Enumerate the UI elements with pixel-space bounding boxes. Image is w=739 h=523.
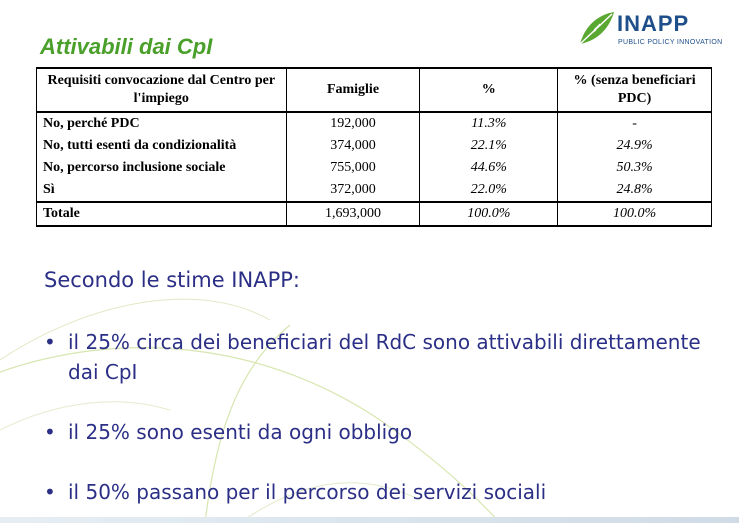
column-header: % (senza beneficiari PDC) bbox=[558, 68, 712, 112]
bullet-text: il 25% sono esenti da ogni obbligo bbox=[68, 420, 413, 444]
column-header: % bbox=[420, 68, 558, 112]
table-cell: 22.1% bbox=[420, 135, 558, 157]
table-total-row bbox=[37, 202, 712, 226]
table-cell: 100.0% bbox=[558, 202, 712, 226]
table-row bbox=[37, 157, 712, 179]
table-cell: 100.0% bbox=[420, 202, 558, 226]
page-title: Attivabili dai CpI bbox=[40, 34, 213, 59]
logo-text: INAPP bbox=[617, 11, 690, 36]
bullet-text: il 25% circa dei beneficiari del RdC sono attivabili direttamente dai CpI bbox=[68, 330, 701, 384]
table-row bbox=[37, 179, 712, 202]
bullet-icon: • bbox=[44, 330, 56, 354]
list-item bbox=[44, 417, 704, 447]
column-header: Requisiti convocazione dal Centro per l'impiego bbox=[37, 68, 287, 112]
table-header-row bbox=[37, 68, 712, 112]
column-header: Famiglie bbox=[286, 68, 420, 112]
footer-bar bbox=[0, 517, 739, 523]
bullet-icon: • bbox=[44, 480, 56, 504]
table-cell: Totale bbox=[37, 202, 287, 226]
table-cell: 372,000 bbox=[286, 179, 420, 202]
table-cell: 1,693,000 bbox=[286, 202, 420, 226]
table-row bbox=[37, 135, 712, 157]
table-row bbox=[37, 112, 712, 135]
families-table bbox=[36, 67, 712, 227]
table-cell: 192,000 bbox=[286, 112, 420, 135]
table-cell: 374,000 bbox=[286, 135, 420, 157]
bullet-text: il 50% passano per il percorso dei servizi sociali bbox=[68, 480, 547, 504]
list-item bbox=[44, 477, 704, 507]
table-cell: 755,000 bbox=[286, 157, 420, 179]
table-cell: No, tutti esenti da condizionalità bbox=[37, 135, 287, 157]
table-cell: 11.3% bbox=[420, 112, 558, 135]
bullet-icon: • bbox=[44, 420, 56, 444]
logo-subtitle: PUBLIC POLICY INNOVATION bbox=[618, 39, 723, 46]
table-cell: - bbox=[558, 112, 712, 135]
intro-text: Secondo le stime INAPP: bbox=[44, 268, 300, 292]
table-cell: Sì bbox=[37, 179, 287, 202]
table-cell: No, perché PDC bbox=[37, 112, 287, 135]
table-cell: 24.8% bbox=[558, 179, 712, 202]
table-cell: 24.9% bbox=[558, 135, 712, 157]
table-cell: 44.6% bbox=[420, 157, 558, 179]
table-cell: 50.3% bbox=[558, 157, 712, 179]
bullet-list bbox=[44, 327, 704, 507]
table-cell: 22.0% bbox=[420, 179, 558, 202]
list-item bbox=[44, 327, 704, 387]
table-cell: No, percorso inclusione sociale bbox=[37, 157, 287, 179]
